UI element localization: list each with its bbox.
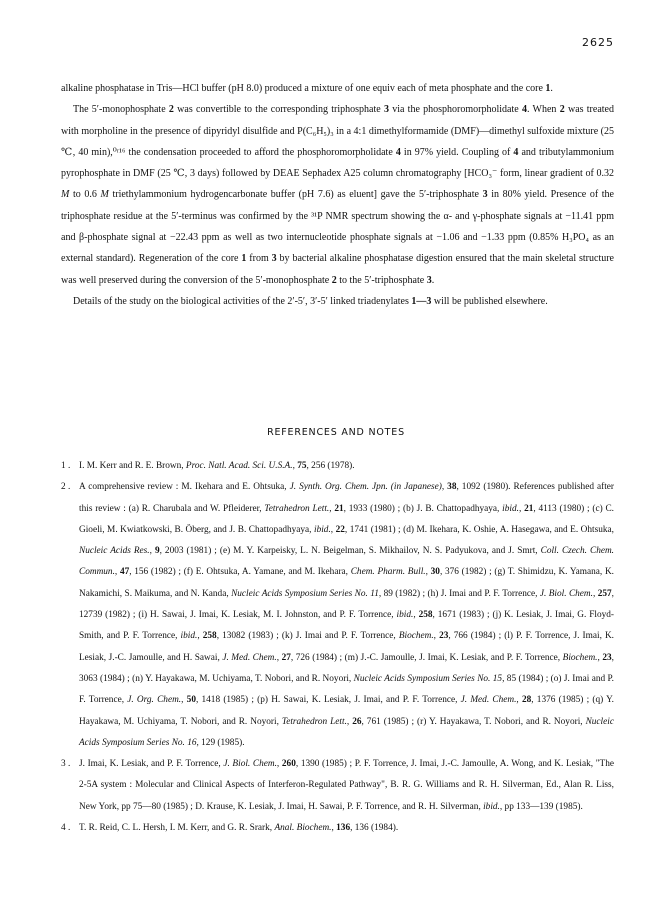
volume-number: 50 xyxy=(186,695,196,706)
journal-name: Chem. Pharm. Bull. xyxy=(350,567,426,578)
reference-text: , 1418 (1985) ; (p) H. Sawai, K. Lesiak, J. Imai, and P. F. Torrence, xyxy=(195,695,461,706)
compound-number: 4 xyxy=(521,104,527,116)
reference-text: , xyxy=(276,759,282,770)
journal-name: Nucleic Acids Symposium Series No. 15 xyxy=(353,673,503,684)
reference-text: , 376 (1982) ; (g) T. Shimidzu, K. Yamana, K. Nakamichi, S. Maikuma, and N. Kanda, xyxy=(79,567,614,599)
reference-item xyxy=(61,818,614,839)
reference-text: , xyxy=(518,503,525,514)
reference-text: , xyxy=(433,631,440,642)
compound-number: 2 xyxy=(331,274,337,286)
reference-text: , xyxy=(331,823,337,834)
compound-number: 3 xyxy=(271,253,277,265)
reference-number: 3 . xyxy=(61,759,71,770)
references-list xyxy=(61,456,614,839)
reference-text: , 136 (1984). xyxy=(350,823,399,834)
reference-text: , 1933 (1980) ; (b) J. B. Chattopadhyaya, xyxy=(343,503,503,514)
reference-text: , 1671 (1983) ; (j) K. Lesiak, J. Imai, G. Floyd-Smith, and P. F. Torrence, xyxy=(79,610,615,642)
compound-number: 3 xyxy=(482,189,488,201)
volume-number: 258 xyxy=(418,610,433,621)
reference-item xyxy=(61,456,614,477)
reference-text: , 156 (1982) ; (f) E. Ohtsuka, A. Yamane, and M. Ikehara, xyxy=(129,567,351,578)
paragraph-2: The 5′-monophosphate 2 was convertible to the corresponding triphosphate 3 via the phosphoromorpholidate 4. When 2 was treated with morpholine in the presence of dipyridyl disulfide and P(C₆H₅)₃ in a 4:1 dimethylformamide (DMF)—dimethyl sulfoxide mixture (25 ℃, 40 min),⁰ʳ¹⁶ the condensation proceeded to afford the phosphoromorpholidate 4 in 97% yield. Coupling of 4 and tributylammonium pyrophosphate in DMF (25 ℃, 3 days) followed by DEAE Sephadex A25 column chromatography [HCO₃⁻ form, linear gradient of 0.32 M to 0.6 M triethylammonium hydrogencarbonate buffer (pH 7.6) as eluent] gave the 5′-triphosphate 3 in 80% yield. Presence of the triphosphate residue at the 5′-terminus was confirmed by the ³¹P NMR spectrum showing the α- and γ-phosphate signals at −11.41 ppm and β-phosphate signal at −22.43 ppm as well as two internucleotide phosphate signals at −1.06 and −1.33 ppm (0.85% H₃PO₄ as an external standard). Regeneration of the core 1 from 3 by bacterial alkaline phosphatase digestion ensured that the main skeletal structure was well preserved during the conversion of the 5′-monophosphate 2 to the 5′-triphosphate 3. xyxy=(61,104,614,286)
reference-text: , xyxy=(425,567,431,578)
reference-text: , xyxy=(592,588,598,599)
journal-name: J. Synth. Org. Chem. Jpn. (in Japanese) xyxy=(289,482,442,493)
volume-number: 136 xyxy=(336,823,351,834)
reference-text: , 1376 (1985) ; (q) Y. Hayakawa, M. Uchiyama, T. Nobori, and R. Noyori, xyxy=(79,695,614,727)
reference-text: , xyxy=(346,716,353,727)
paragraph-3: Details of the study on the biological activities of the 2′-5′, 3′-5′ linked triadenylates 1—3 will be published elsewhere. xyxy=(73,295,548,307)
volume-number: 47 xyxy=(119,567,130,578)
molarity-unit: M xyxy=(100,189,109,201)
reference-item xyxy=(61,477,614,754)
compound-number: 1—3 xyxy=(411,295,432,307)
reference-text: , 13082 (1983) ; (k) J. Imai and P. F. Torrence, xyxy=(216,631,399,642)
journal-name: ibid. xyxy=(483,801,500,812)
reference-text: , 129 (1985). xyxy=(196,737,245,748)
journal-name: Coll. Czech. Chem. Commun. xyxy=(79,546,615,578)
journal-name: Nucleic Acids Symposium Series No. 11 xyxy=(231,588,379,599)
reference-text: , 766 (1984) ; (l) P. F. Torrence, J. Imai, K. Lesiak, J.-C. Jamoulle, and H. Sawai, xyxy=(79,631,614,663)
journal-name: Nucleic Acids Symposium Series No. 16 xyxy=(79,716,614,748)
journal-name: J. Biol. Chem. xyxy=(539,588,593,599)
reference-text: , 1092 (1980). References published after this review : (a) R. Charubala and W. Pfleiderer, xyxy=(79,482,615,514)
journal-name: J. Med. Chem. xyxy=(460,695,517,706)
volume-number: 26 xyxy=(352,716,362,727)
reference-text: , xyxy=(181,695,187,706)
reference-text: , pp 133—139 (1985). xyxy=(499,801,583,812)
volume-number: 30 xyxy=(430,567,440,578)
reference-text: , 1390 (1985) ; P. F. Torrence, J. Imai, J.-C. Jamoulle, A. Wong, and K. Lesiak, "The 2-5A system : Molecular and Clinical Aspects of Interferon-Regulated Pathway", B. R. G. Williams and R. H. Silverman, Ed., Alan R. Liss, New York, pp 75—80 (1985) ; D. Krause, K. Lesiak, J. Imai, H. Sawai, P. F. Torrence, and R. H. Silverman, xyxy=(79,759,614,812)
journal-name: J. Biol. Chem. xyxy=(223,759,277,770)
body-text xyxy=(61,78,614,312)
journal-name: J. Org. Chem. xyxy=(127,695,182,706)
reference-text: , 4113 (1980) ; (c) C. Gioeli, M. Kwiatkowski, B. Öberg, and J. B. Chattopadhyaya, xyxy=(79,503,614,535)
compound-number: 4 xyxy=(395,146,401,158)
reference-text: , xyxy=(197,631,203,642)
volume-number: 27 xyxy=(281,652,291,663)
reference-text: , 3063 (1984) ; (n) Y. Hayakawa, M. Uchiyama, T. Nobori, and R. Noyori, xyxy=(79,652,614,684)
reference-text: , 761 (1985) ; (r) Y. Hayakawa, T. Nobori, and R. Noyori, xyxy=(361,716,586,727)
reference-text: , xyxy=(329,503,335,514)
volume-number: 22 xyxy=(335,524,345,535)
reference-text: , xyxy=(413,610,419,621)
compound-number: 1 xyxy=(241,253,247,265)
reference-text: , xyxy=(597,652,603,663)
volume-number: 21 xyxy=(334,503,344,514)
volume-number: 260 xyxy=(281,759,296,770)
reference-text: , xyxy=(441,482,448,493)
volume-number: 257 xyxy=(597,588,612,599)
journal-name: Biochem. xyxy=(562,652,598,663)
journal-name: Anal. Biochem. xyxy=(274,823,332,834)
paragraph-1: alkaline phosphatase in Tris—HCl buffer (pH 8.0) produced a mixture of one equiv each of meta phosphate and the core 1. xyxy=(61,83,553,94)
reference-number: 1 . xyxy=(61,461,71,471)
journal-name: ibid. xyxy=(313,524,331,535)
compound-number: 2 xyxy=(168,104,174,116)
volume-number: 258 xyxy=(202,631,217,642)
references-heading: REFERENCES AND NOTES xyxy=(267,427,405,438)
reference-text: , xyxy=(149,546,155,557)
compound-number: 3 xyxy=(383,104,389,116)
volume-number: 23 xyxy=(439,631,449,642)
volume-number: 75 xyxy=(297,461,307,471)
volume-number: 38 xyxy=(447,482,457,493)
reference-text: , 256 (1978). xyxy=(306,461,355,471)
reference-number: 4 . xyxy=(61,823,71,834)
reference-text: , xyxy=(516,695,522,706)
journal-name: ibid. xyxy=(502,503,519,514)
journal-name: Tetrahedron Lett. xyxy=(264,503,330,514)
reference-text: , 85 (1984) ; (o) J. Imai and P. F. Torrence, xyxy=(79,673,614,706)
journal-name: Proc. Natl. Acad. Sci. U.S.A. xyxy=(185,461,293,471)
reference-text: , xyxy=(114,567,120,578)
reference-text: , 89 (1982) ; (h) J. Imai and P. F. Torrence, xyxy=(378,588,540,599)
volume-number: 21 xyxy=(524,503,534,514)
journal-name: ibid. xyxy=(180,631,198,642)
reference-text: , 12739 (1982) ; (i) H. Sawai, J. Imai, K. Lesiak, M. I. Johnston, and P. F. Torrence, xyxy=(79,588,614,621)
page-number: 2625 xyxy=(582,36,614,49)
reference-text: , xyxy=(292,461,298,471)
volume-number: 23 xyxy=(602,652,612,663)
compound-number: 2 xyxy=(559,104,565,116)
reference-text: J. Imai, K. Lesiak, and P. F. Torrence, xyxy=(79,759,224,770)
journal-name: J. Med. Chem. xyxy=(222,652,277,663)
reference-text: , 726 (1984) ; (m) J.-C. Jamoulle, J. Imai, K. Lesiak, and P. F. Torrence, xyxy=(290,652,563,663)
reference-text: , 1741 (1981) ; (d) M. Ikehara, K. Oshie, A. Hasegawa, and E. Ohtsuka, xyxy=(344,524,614,535)
reference-text: T. R. Reid, C. L. Hersh, I. M. Kerr, and G. R. Srark, xyxy=(79,823,275,834)
compound-number: 1 xyxy=(545,83,551,94)
compound-number: 4 xyxy=(513,146,519,158)
reference-text: A comprehensive review : M. Ikehara and E. Ohtsuka, xyxy=(79,482,290,493)
reference-item xyxy=(61,754,614,818)
journal-name: Nucleic Acids Res. xyxy=(79,546,150,557)
reference-text: , xyxy=(276,652,282,663)
journal-name: ibid. xyxy=(396,610,414,621)
reference-text: , xyxy=(330,524,336,535)
molarity-unit: M xyxy=(61,189,70,201)
volume-number: 9 xyxy=(154,546,160,557)
journal-name: Biochem. xyxy=(398,631,434,642)
volume-number: 28 xyxy=(521,695,532,706)
reference-text: I. M. Kerr and R. E. Brown, xyxy=(79,461,186,471)
compound-number: 3 xyxy=(426,274,432,286)
reference-number: 2 . xyxy=(61,482,71,493)
reference-text: , 2003 (1981) ; (e) M. Y. Karpeisky, L. N. Beigelman, S. Mikhailov, N. S. Padyukova, and J. Smrt, xyxy=(159,546,541,557)
journal-name: Tetrahedron Lett. xyxy=(281,716,347,727)
